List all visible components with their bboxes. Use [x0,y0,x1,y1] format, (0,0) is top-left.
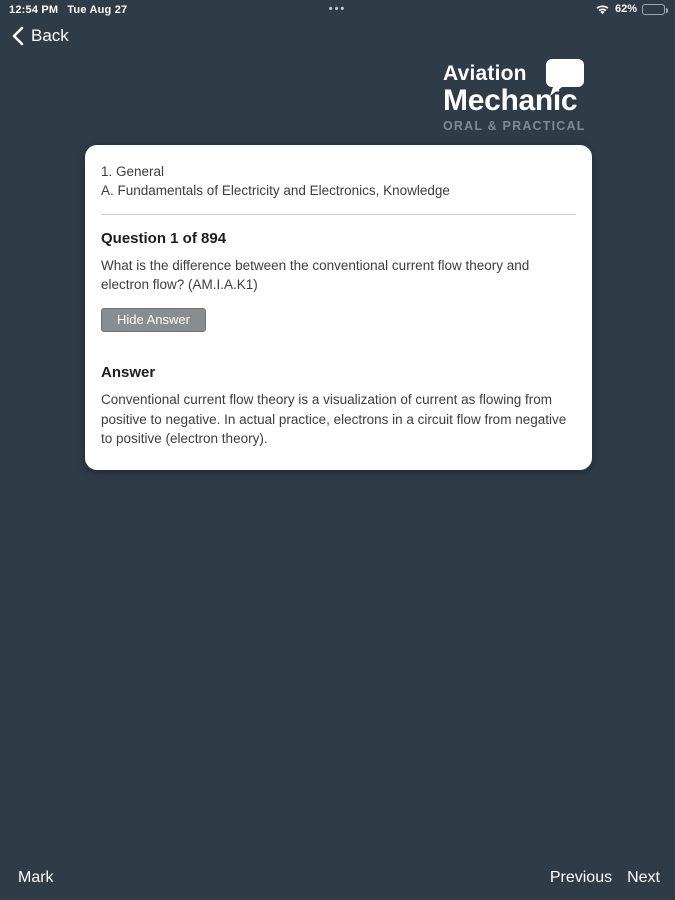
status-indicators [595,3,665,15]
logo-subtitle-text: ORAL & PRACTICAL [443,119,586,133]
status-time: 12:54 PM [9,4,59,16]
logo-aviation-text: Aviation [443,62,527,85]
question-counter: Question 1 of 894 [101,230,227,247]
battery-icon [642,4,665,15]
chevron-left-icon [12,26,24,46]
back-label: Back [31,26,69,45]
app-logo [443,62,584,133]
battery-percent-label: 62% [614,3,637,15]
next-button[interactable]: Next [627,869,660,886]
multitask-dots-icon[interactable]: ••• [328,3,347,15]
logo-mechanic-text: Mechanic [443,84,578,117]
question-text: What is the difference between the conventional current flow theory and electron flow? (AM.I.A.K1) [101,258,530,292]
status-bar [0,0,675,22]
wifi-icon [595,4,610,15]
status-date: Tue Aug 27 [67,4,128,16]
section-label: A. Fundamentals of Electricity and Electronics, Knowledge [101,183,450,198]
battery-nub [666,8,668,13]
mark-button[interactable]: Mark [18,869,54,886]
question-card [85,145,592,470]
card-divider [101,214,576,215]
previous-button[interactable]: Previous [549,869,613,886]
back-button[interactable] [12,26,69,46]
speech-bubble-icon [546,59,584,96]
answer-text: Conventional current flow theory is a visualization of current as flowing from positive to negative. In actual practice, electrons in a circuit flow from negative to positive (electron theory). [101,392,567,446]
answer-heading: Answer [101,364,156,381]
chapter-label: 1. General [101,164,165,179]
hide-answer-button[interactable]: Hide Answer [101,308,206,332]
bottom-toolbar [0,860,675,900]
